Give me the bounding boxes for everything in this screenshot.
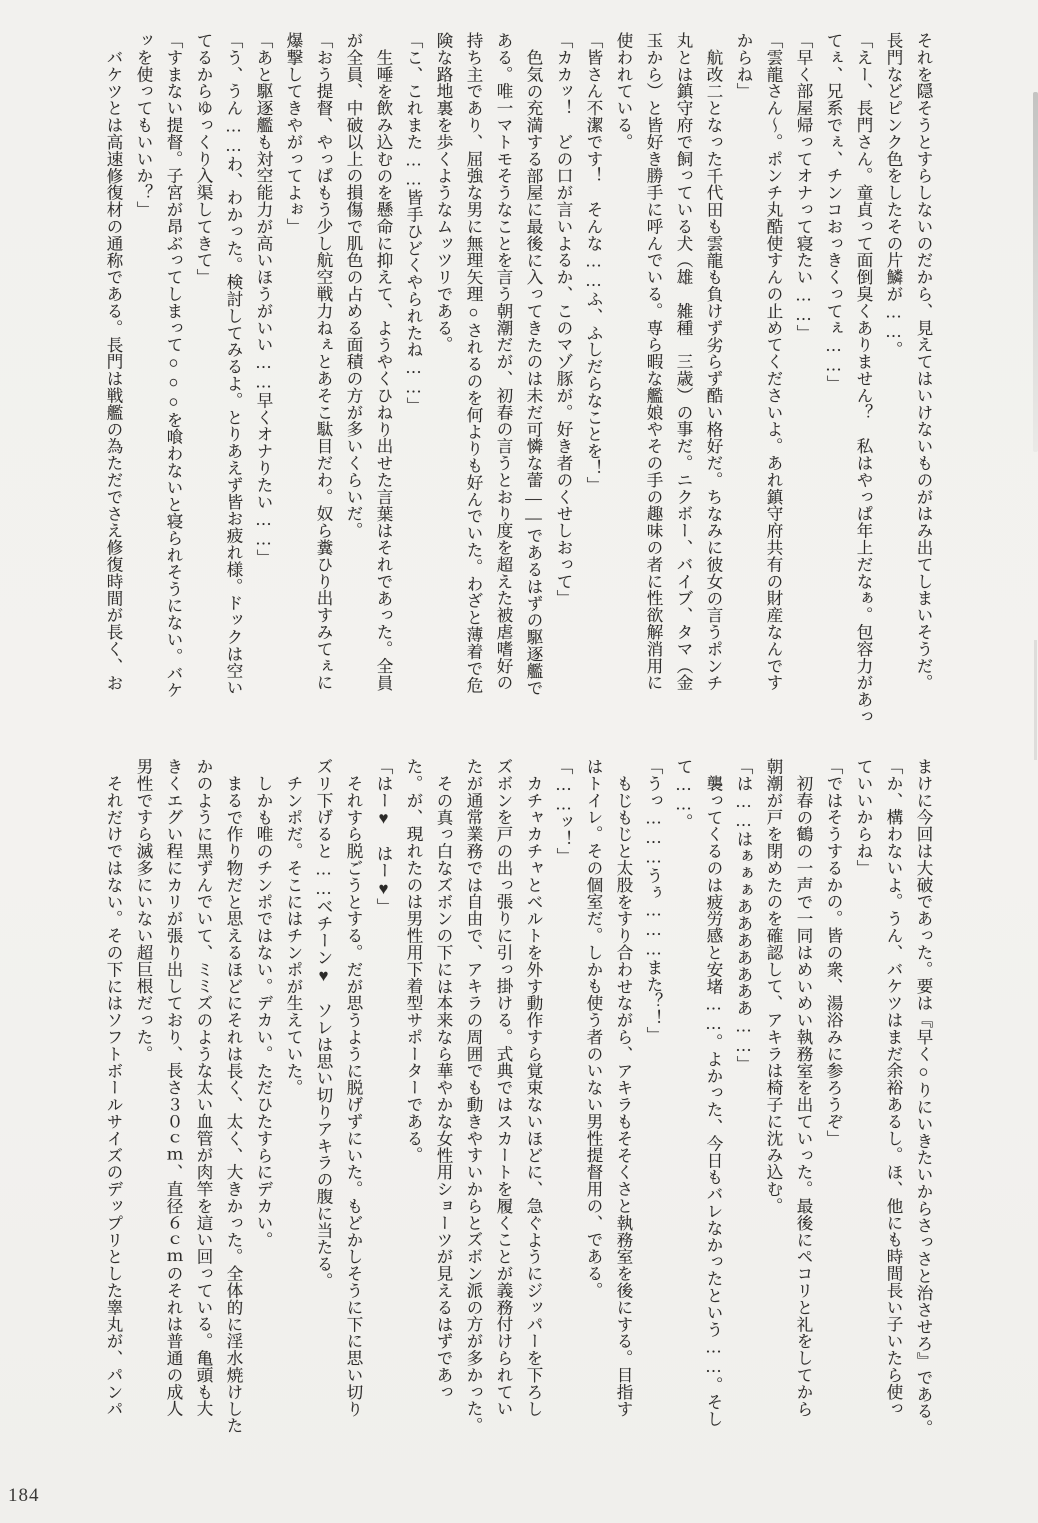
text-column: 丸とは鎮守府で飼っている犬（雄 雑種 三歳）の事だ。ニクボー、バイブ、タマ（金 — [674, 32, 693, 692]
text-column: 「う、うん……わ、わかった。検討してみるよ。とりあえず皆お疲れ様。ドックは空い — [224, 32, 243, 697]
text-column: きくエグい程にカリが張り出しており、長さ３０ｃｍ、直径６ｃｍのそれは普通の成人 — [164, 758, 183, 1418]
text-column: て……。 — [674, 758, 693, 831]
text-column: かのように黒ずんでいて、ミミズのような太い血管が肉竿を這い回っている。亀頭も大 — [194, 758, 213, 1418]
text-column: それだけではない。その下にはソフトボールサイズのデップリとした睾丸が、パンパ — [104, 775, 123, 1418]
text-column: 「こ、これまた……皆手ひどくやられたね……」 — [404, 32, 423, 414]
text-column: 生唾を飲み込むのを懸命に抑えて、ようやくひねり出せた言葉はそれであった。全員 — [374, 49, 393, 692]
bottom-text-block — [98, 758, 938, 1476]
text-column: 使われている。 — [614, 32, 633, 151]
text-column: ズリ下げると……ベチーン♥ ソレは思い切りアキラの腹に当たる。 — [314, 758, 333, 1290]
text-column: それすら脱ごうとする。だが思うように脱げずにいた。もどかしそうに下に思い切り — [344, 775, 363, 1418]
text-column: てるからゆっくり入渠してきて」 — [194, 32, 213, 286]
text-column: 航改二となった千代田も雲龍も負けず劣らず酷い格好だ。ちなみに彼女の言うポンチ — [704, 49, 723, 692]
text-column: もじもじと太股をすり合わせながら、アキラもそそくさと執務室を後にする。目指す — [614, 775, 633, 1418]
text-column: カチャカチャとベルトを外す動作すら覚束ないほどに、急ぐようにジッパーを下ろし — [524, 775, 543, 1418]
text-column: ズボンを戸の出っ張りに引っ掛ける。式典ではスカートを履くことが義務付けられてい — [494, 758, 513, 1418]
text-column: 「か、構わないよ。うん、バケツはまだ余裕あるし。ほ、他にも時間長い子いたら使っ — [884, 758, 903, 1418]
text-column: 持ち主であり、屈強な男に無理矢理○されるのを何よりも好んでいた。わざと薄着で危 — [464, 32, 483, 694]
text-column: 「カカッ！ どの口が言いよるか、このマゾ豚が。好き者のくせしおって」 — [554, 32, 573, 607]
text-column: 「皆さん不潔です！ そんな……ふ、ふしだらなことを！」 — [584, 32, 603, 494]
text-column: 「うっ………うぅ………また？！」 — [644, 758, 663, 1044]
text-column: た。が、現れたのは男性用下着型サポーターである。 — [404, 758, 423, 1164]
text-column: 長門などピンク色をしたその片鱗が……。 — [884, 32, 903, 359]
page-number: 184 — [8, 1485, 40, 1506]
text-column: 「早く部屋帰ってオナって寝たい……」 — [794, 32, 813, 342]
text-column: 爆撃してきやがってよぉ」 — [284, 32, 303, 235]
top-text-block — [98, 32, 938, 746]
text-column: 「すまない提督。子宮が昂ぶってしまって○○○を喰わないと寝られそうにない。バケ — [164, 32, 183, 699]
text-column: 初春の鶴の一声で一同はめいめい執務室を出ていった。最後にペコリと礼をしてから — [794, 775, 813, 1418]
text-column: 「……ッ！」 — [554, 758, 573, 865]
scan-edge-artifact — [1033, 92, 1038, 452]
text-column: それを隠そうとすらしないのだから、見えてはいけないものがはみ出てしまいそうだ。 — [914, 32, 933, 692]
text-column: 「はー♥ はー♥」 — [374, 758, 393, 916]
text-column: 険な路地裏を歩くようなムッツリである。 — [434, 32, 453, 354]
text-column: はトイレ。その個室だ。しかも使う者のいない男性提督用の、である。 — [584, 758, 603, 1299]
text-column: バケツとは高速修復材の通称である。長門は戦艦の為ただでさえ修復時間が長く、お — [104, 49, 123, 692]
text-column: 男性ですら滅多にいない超巨根だった。 — [134, 758, 153, 1063]
text-column: が全員、中破以上の損傷で肌色の占める面積の方が多いくらいだ。 — [344, 32, 363, 539]
text-column: ていいからね」 — [854, 758, 873, 877]
text-column: 「は……はぁぁぁあああああああ……」 — [734, 758, 753, 1073]
text-column: たが通常業務では自由で、アキラの周囲でも動きやすいからとズボン派の方が多かった。 — [464, 758, 483, 1434]
text-column: 「おう提督、やっぱもう少し航空戦力ねぇとあそこ駄目だわ。奴ら糞ひり出すみてぇに — [314, 32, 333, 692]
text-column: ッを使ってもいいか？」 — [134, 32, 153, 218]
text-column: 「雲龍さん〜。ポンチ丸酷使すんの止めてくださいよ。あれ鎮守府共有の財産なんです — [764, 32, 783, 692]
text-column: 「えー、長門さん。童貞って面倒臭くありません？ 私はやっぱ年上だなぁ。包容力があっ — [854, 32, 873, 725]
text-column: 襲ってくるのは疲労感と安堵……。よかった、今日もバレなかったという……。そし — [704, 775, 723, 1428]
text-column: 「あと駆逐艦も対空能力が高いほうがいい……早くオナりたい……」 — [254, 32, 273, 566]
text-column: まるで作り物だと思えるほどにそれは長く、太く、大きかった。全体的に淫水焼けした — [224, 775, 243, 1435]
text-column: 色気の充満する部屋に最後に入ってきたのは未だ可憐な蕾――であるはずの駆逐艦で — [524, 49, 543, 697]
text-column: てぇ、兄系でぇ、チンコおっきくってぇ……」 — [824, 32, 843, 392]
text-column: 「ではそうするかの。皆の衆、湯浴みに参ろうぞ」 — [824, 758, 843, 1147]
text-column: まけに今回は大破であった。要は『早く○りにいきたいからさっさと治させろ』である。 — [914, 758, 933, 1437]
text-column: ある。唯一マトモそうなことを言う朝潮だが、初春の言うとおり度を超えた被虐嗜好の — [494, 32, 513, 692]
text-column: 朝潮が戸を閉めたのを確認して、アキラは椅子に沈み込む。 — [764, 758, 783, 1215]
text-column: チンポだ。そこにはチンポが生えていた。 — [284, 775, 303, 1097]
text-column: その真っ白なズボンの下には本来なら華やかな女性用ショーツが見えるはずであっ — [434, 775, 453, 1401]
text-column: 玉から）と皆好き勝手に呼んでいる。専ら暇な艦娘やその手の趣味の者に性欲解消用に — [644, 32, 663, 692]
text-column: しかも唯のチンポではない。デカい。ただひたすらにデカい。 — [254, 775, 273, 1249]
scan-edge-artifact — [1034, 640, 1037, 760]
text-column: からね」 — [734, 32, 753, 100]
